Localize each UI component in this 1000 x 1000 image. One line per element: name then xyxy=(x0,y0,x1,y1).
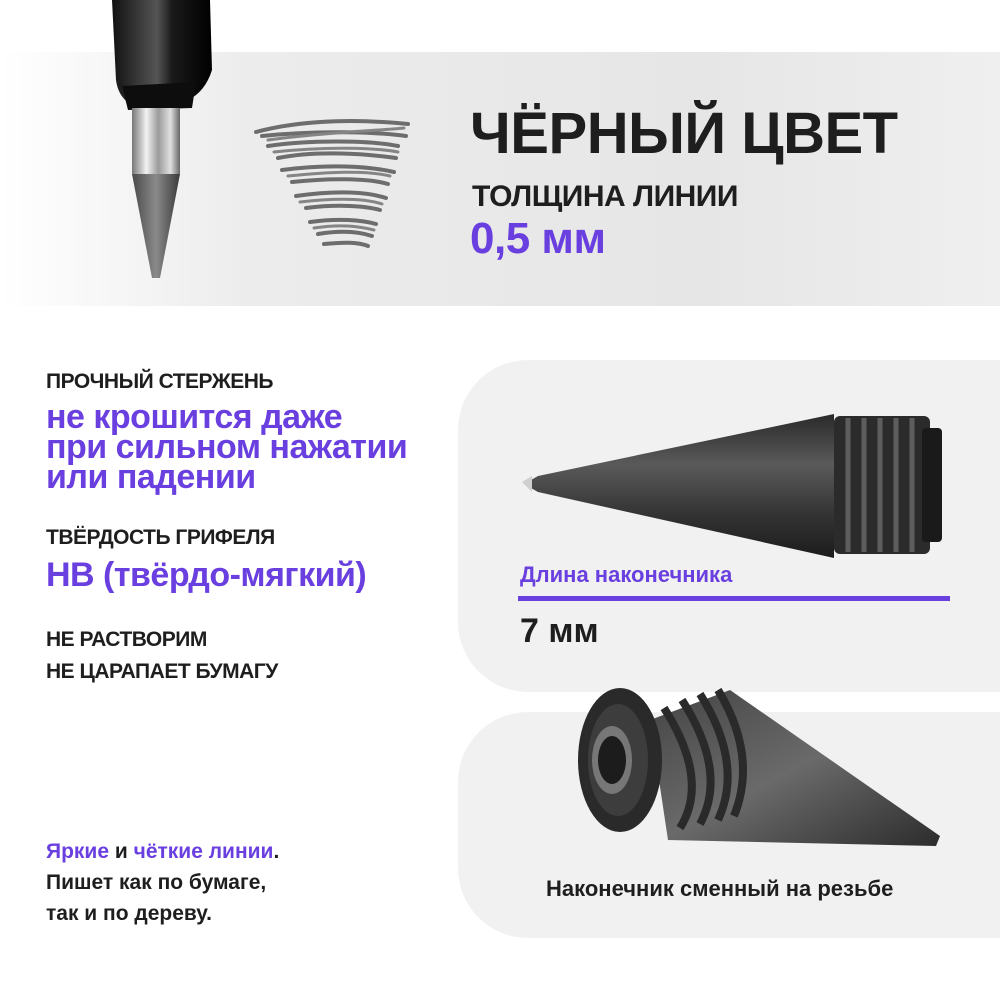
period: . xyxy=(273,840,280,863)
scribble-sample xyxy=(248,110,428,260)
thickness-value: 0,5 мм xyxy=(470,214,606,263)
feature-hardness-value: HB (твёрдо-мягкий) xyxy=(46,556,367,594)
feature-core-line3: или падении xyxy=(46,458,256,496)
pen-tip-image xyxy=(0,0,240,300)
bottom-line2: Пишет как по бумаге, xyxy=(46,871,267,894)
and-word: и xyxy=(109,840,134,863)
feature-heading-hardness: ТВЁРДОСТЬ ГРИФЕЛЯ xyxy=(46,526,275,549)
bright-word: Яркие xyxy=(46,840,110,863)
bottom-line3: так и по дереву. xyxy=(46,902,212,925)
page-title: ЧЁРНЫЙ ЦВЕТ xyxy=(470,101,898,166)
tip-thread-image xyxy=(560,660,960,860)
feature-core-line1: не крошится даже xyxy=(46,398,343,436)
tip-length-label: Длина наконечника xyxy=(520,562,733,587)
thickness-label: ТОЛЩИНА ЛИНИИ xyxy=(472,180,738,213)
thread-caption: Наконечник сменный на резьбе xyxy=(546,876,894,901)
bottom-description xyxy=(46,836,279,929)
clear-lines-word: чёткие линии xyxy=(133,840,274,863)
feature-heading-core: ПРОЧНЫЙ СТЕРЖЕНЬ xyxy=(46,370,274,393)
tip-length-value: 7 мм xyxy=(520,612,599,650)
tip-length-line xyxy=(518,596,950,601)
feature-no-scratch: НЕ ЦАРАПАЕТ БУМАГУ xyxy=(46,660,278,683)
feature-core-line2: при сильном нажатии xyxy=(46,428,408,466)
tip-side-image xyxy=(518,396,958,566)
feature-insoluble: НЕ РАСТВОРИМ xyxy=(46,628,207,651)
